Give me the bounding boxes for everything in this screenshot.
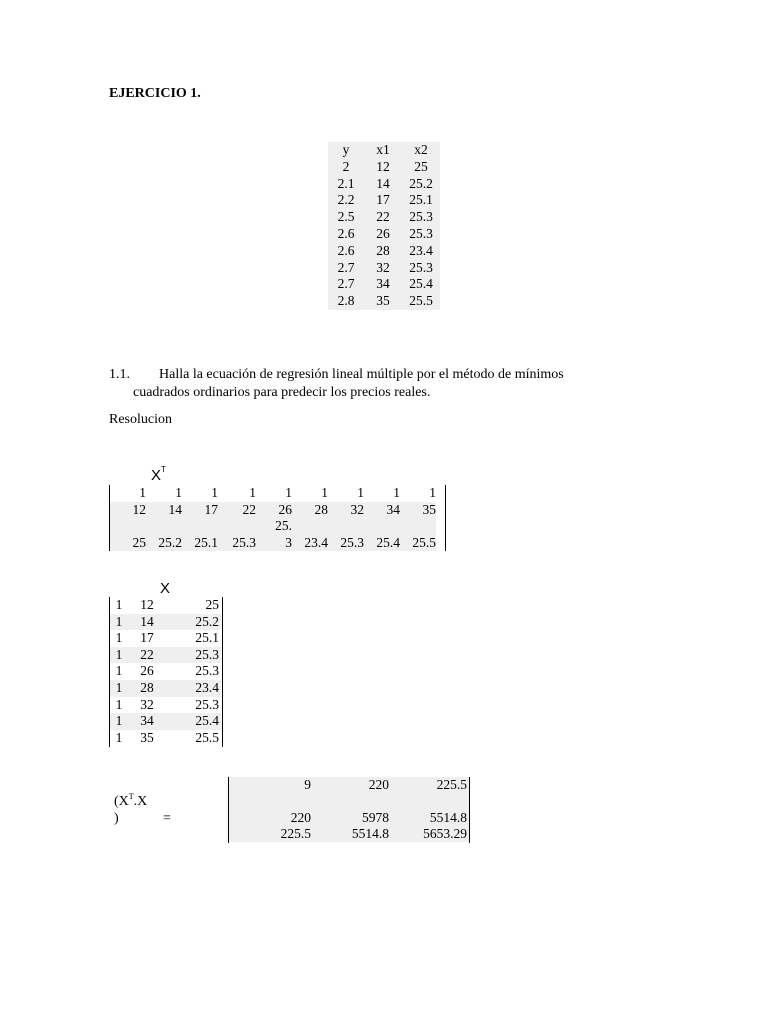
matrix-cell: 32 [328,502,364,519]
table-cell: 25.1 [409,192,433,208]
matrix-cell: 17 [140,630,154,646]
matrix-cell [182,518,218,535]
table-cell: 32 [376,259,390,275]
xt-matrix [109,485,446,551]
matrix-cell: 26 [140,663,154,679]
table-header-row [328,142,440,159]
matrix-cell: 225.5 [280,826,311,841]
matrix-cell: 14 [128,614,166,631]
xtx-matrix [228,777,470,843]
table-cell: 2.7 [337,259,355,275]
matrix-cell: 3 [256,535,292,552]
table-cell: 2.5 [337,209,355,225]
matrix-cell: 1 [115,630,123,646]
table-row [328,209,440,226]
table-row [328,293,440,310]
table-row [328,260,440,277]
question-number: 1.1. [109,367,130,382]
matrix-cell [364,518,400,535]
table-cell: 25.3 [409,259,433,275]
matrix-cell [400,518,436,535]
matrix-cell: 220 [290,810,311,825]
matrix-cell: 25.3 [166,647,221,664]
table-cell: 23.4 [409,242,433,258]
table-cell: 12 [376,158,390,174]
table-row [328,176,440,193]
matrix-cell: 25.2 [166,614,221,631]
xtx-label-close: ) [114,811,119,826]
matrix-cell: 25.5 [400,535,436,552]
matrix-cell: 12 [140,597,154,612]
matrix-cell [328,518,364,535]
table-row [328,276,440,293]
matrix-cell: 17 [182,502,218,519]
table-row [328,192,440,209]
matrix-cell: 1 [357,485,364,500]
table-cell: 2.6 [337,242,355,258]
matrix-cell: 22 [218,502,256,519]
matrix-cell [146,518,182,535]
matrix-cell: 1 [115,729,123,745]
data-table [328,142,440,310]
matrix-cell: 22 [128,647,166,664]
matrix-cell: 1 [393,485,400,500]
question-text-line1: Halla la ecuación de regresión lineal múltiple por el método de mínimos [159,367,564,382]
table-cell: 26 [376,225,390,241]
matrix-cell: 25 [205,597,219,612]
table-header-cell: x1 [376,142,390,157]
matrix-cell: 25.3 [195,663,219,679]
matrix-cell: 1 [139,485,146,500]
matrix-cell: 25. [256,518,292,535]
table-cell: 25.2 [409,175,433,191]
matrix-cell: 25.1 [195,630,219,646]
table-row [328,226,440,243]
table-cell: 2.8 [337,293,355,309]
matrix-cell: 35 [140,729,154,745]
table-cell: 28 [376,242,390,258]
matrix-cell: 35 [400,502,436,519]
matrix-cell: 220 [368,777,389,792]
resolucion-heading: Resolucion [109,412,172,427]
table-cell: 2.1 [337,175,355,191]
x-matrix [109,597,223,747]
table-cell: 25.3 [409,209,433,225]
matrix-cell: 5978 [362,810,389,825]
table-cell: 25 [414,158,428,174]
table-row [328,243,440,260]
table-cell: 25.5 [409,293,433,309]
matrix-cell: 5514.8 [351,826,389,841]
matrix-cell [292,518,328,535]
matrix-cell: 26 [256,502,292,519]
matrix-cell: 5514.8 [429,810,467,825]
matrix-cell: 5653.29 [423,826,467,841]
matrix-cell: 25.3 [328,535,364,552]
matrix-cell: 28 [292,502,328,519]
matrix-cell: 1 [115,663,123,679]
exercise-title: EJERCICIO 1. [109,86,201,101]
matrix-cell: 25 [110,535,146,552]
matrix-cell: 25.2 [146,535,182,552]
table-cell: 14 [376,175,390,191]
table-cell: 17 [376,192,390,208]
equals-sign: = [163,811,171,826]
matrix-cell: 25.5 [195,729,219,745]
table-cell: 2.2 [337,192,355,208]
matrix-cell: 9 [304,777,311,792]
matrix-cell: 1 [429,485,436,500]
matrix-cell: 23.4 [166,680,221,697]
table-header-cell: y [342,142,350,157]
matrix-cell [218,518,256,535]
matrix-cell: 25.4 [364,535,400,552]
x-matrix-label: X [160,580,171,597]
matrix-cell [110,518,146,535]
matrix-cell: 25.3 [195,696,219,712]
table-cell: 35 [376,293,390,309]
matrix-cell: 1 [175,485,182,500]
table-cell: 25.3 [409,225,433,241]
table-row [328,159,440,176]
xt-matrix-label: $X^T$ [151,465,166,484]
matrix-cell: 34 [128,713,166,730]
matrix-cell: 32 [140,696,154,712]
matrix-cell: 1 [321,485,328,500]
table-header-cell: x2 [414,142,428,157]
matrix-cell: 1 [211,485,218,500]
table-cell: 2 [342,158,350,174]
matrix-cell: 23.4 [292,535,328,552]
matrix-cell: 25.1 [182,535,218,552]
matrix-cell: 28 [128,680,166,697]
table-cell: 34 [376,276,390,292]
matrix-cell: 1 [110,614,128,631]
matrix-cell: 1 [110,647,128,664]
matrix-cell: 1 [110,713,128,730]
matrix-cell: 1 [110,680,128,697]
matrix-cell: 1 [115,696,123,712]
matrix-cell: 225.5 [436,777,467,792]
matrix-cell: 1 [285,485,292,500]
table-cell: 22 [376,209,390,225]
matrix-cell: 12 [110,502,146,519]
matrix-cell: 25.4 [166,713,221,730]
matrix-cell: 1 [249,485,256,500]
matrix-cell: 25.3 [218,535,256,552]
matrix-cell: 1 [115,597,123,612]
xtx-label: ($X^T.X$ [114,792,148,809]
matrix-cell: 14 [146,502,182,519]
matrix-cell: 34 [364,502,400,519]
table-cell: 2.6 [337,225,355,241]
table-cell: 2.7 [337,276,355,292]
question-text-line2: cuadrados ordinarios para predecir los precios reales. [133,385,431,400]
table-cell: 25.4 [409,276,433,292]
